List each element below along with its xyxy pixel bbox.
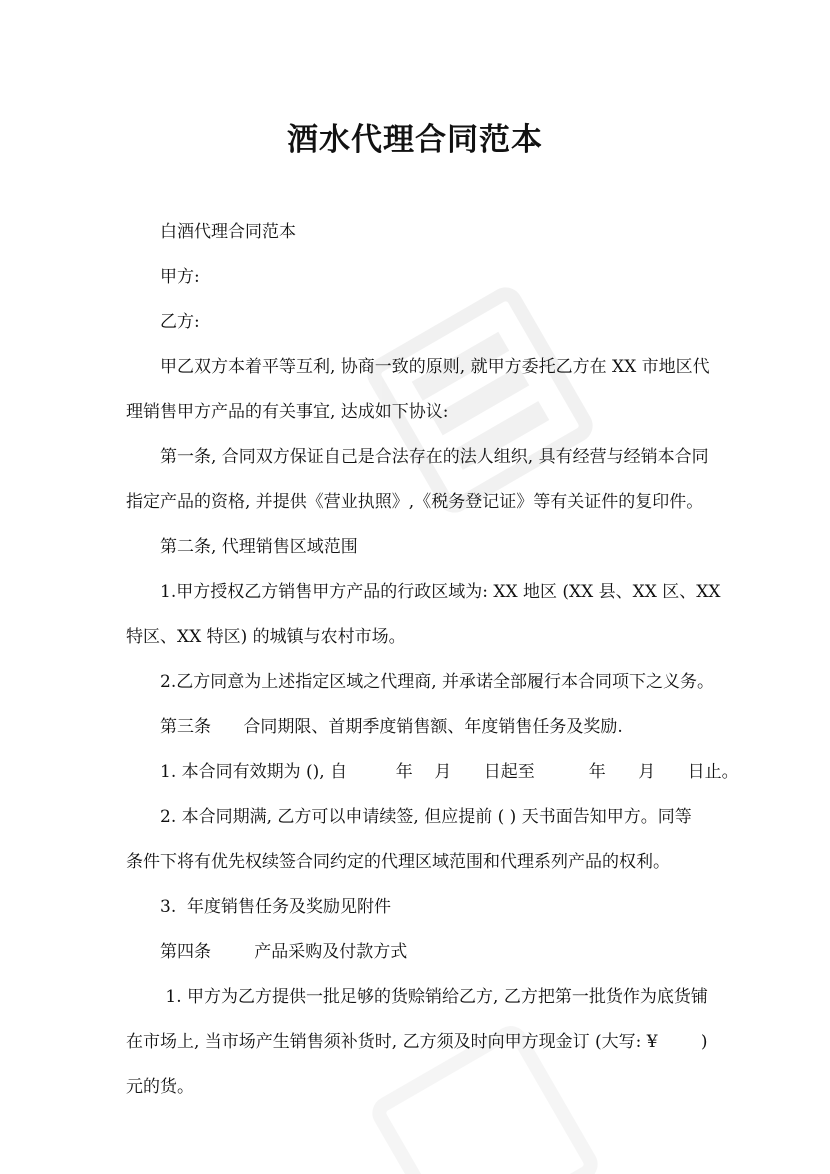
paragraph-line: 第四条 产品采购及付款方式 xyxy=(160,942,408,962)
paragraph-line: 2.乙方同意为上述指定区域之代理商, 并承诺全部履行本合同项下之义务。 xyxy=(160,672,715,692)
paragraph-line: 1. 甲方为乙方提供一批足够的货赊销给乙方, 乙方把第一批货作为底货铺 xyxy=(160,987,708,1007)
paragraph-line: 3. 年度销售任务及奖励见附件 xyxy=(160,897,392,917)
paragraph-line: 指定产品的资格, 并提供《营业执照》,《税务登记证》等有关证件的复印件。 xyxy=(126,492,704,512)
paragraph-line: 特区、XX 特区) 的城镇与农村市场。 xyxy=(126,627,406,647)
paragraph-line: 在市场上, 当市场产生销售须补货时, 乙方须及时向甲方现金订 (大写: ¥ ) xyxy=(126,1032,708,1052)
paragraph-line: 第一条, 合同双方保证自己是合法存在的法人组织, 具有经营与经销本合同 xyxy=(160,447,709,467)
paragraph-line: 第三条 合同期限、首期季度销售额、年度销售任务及奖励. xyxy=(160,717,623,737)
document-title: 酒水代理合同范本 xyxy=(287,122,543,158)
paragraph-line: 元的货。 xyxy=(126,1077,194,1097)
paragraph-line: 甲乙双方本着平等互利, 协商一致的原则, 就甲方委托乙方在 XX 市地区代 xyxy=(160,357,710,377)
paragraph-line: 1.甲方授权乙方销售甲方产品的行政区域为: XX 地区 (XX 县、XX 区、XX xyxy=(160,582,721,602)
paragraph-subtitle: 白酒代理合同范本 xyxy=(160,222,296,242)
paragraph-line: 理销售甲方产品的有关事宜, 达成如下协议: xyxy=(126,402,449,422)
paragraph-party-b: 乙方: xyxy=(160,312,200,332)
paragraph-line: 2. 本合同期满, 乙方可以申请续签, 但应提前 ( ) 天书面告知甲方。同等 xyxy=(160,807,692,827)
paragraph-line: 条件下将有优先权续签合同约定的代理区域范围和代理系列产品的权利。 xyxy=(126,852,670,872)
paragraph-party-a: 甲方: xyxy=(160,267,200,287)
paragraph-line: 第二条, 代理销售区域范围 xyxy=(160,537,358,557)
paragraph-line: 1. 本合同有效期为 (), 自 年 月 日起至 年 月 日止。 xyxy=(160,762,739,782)
